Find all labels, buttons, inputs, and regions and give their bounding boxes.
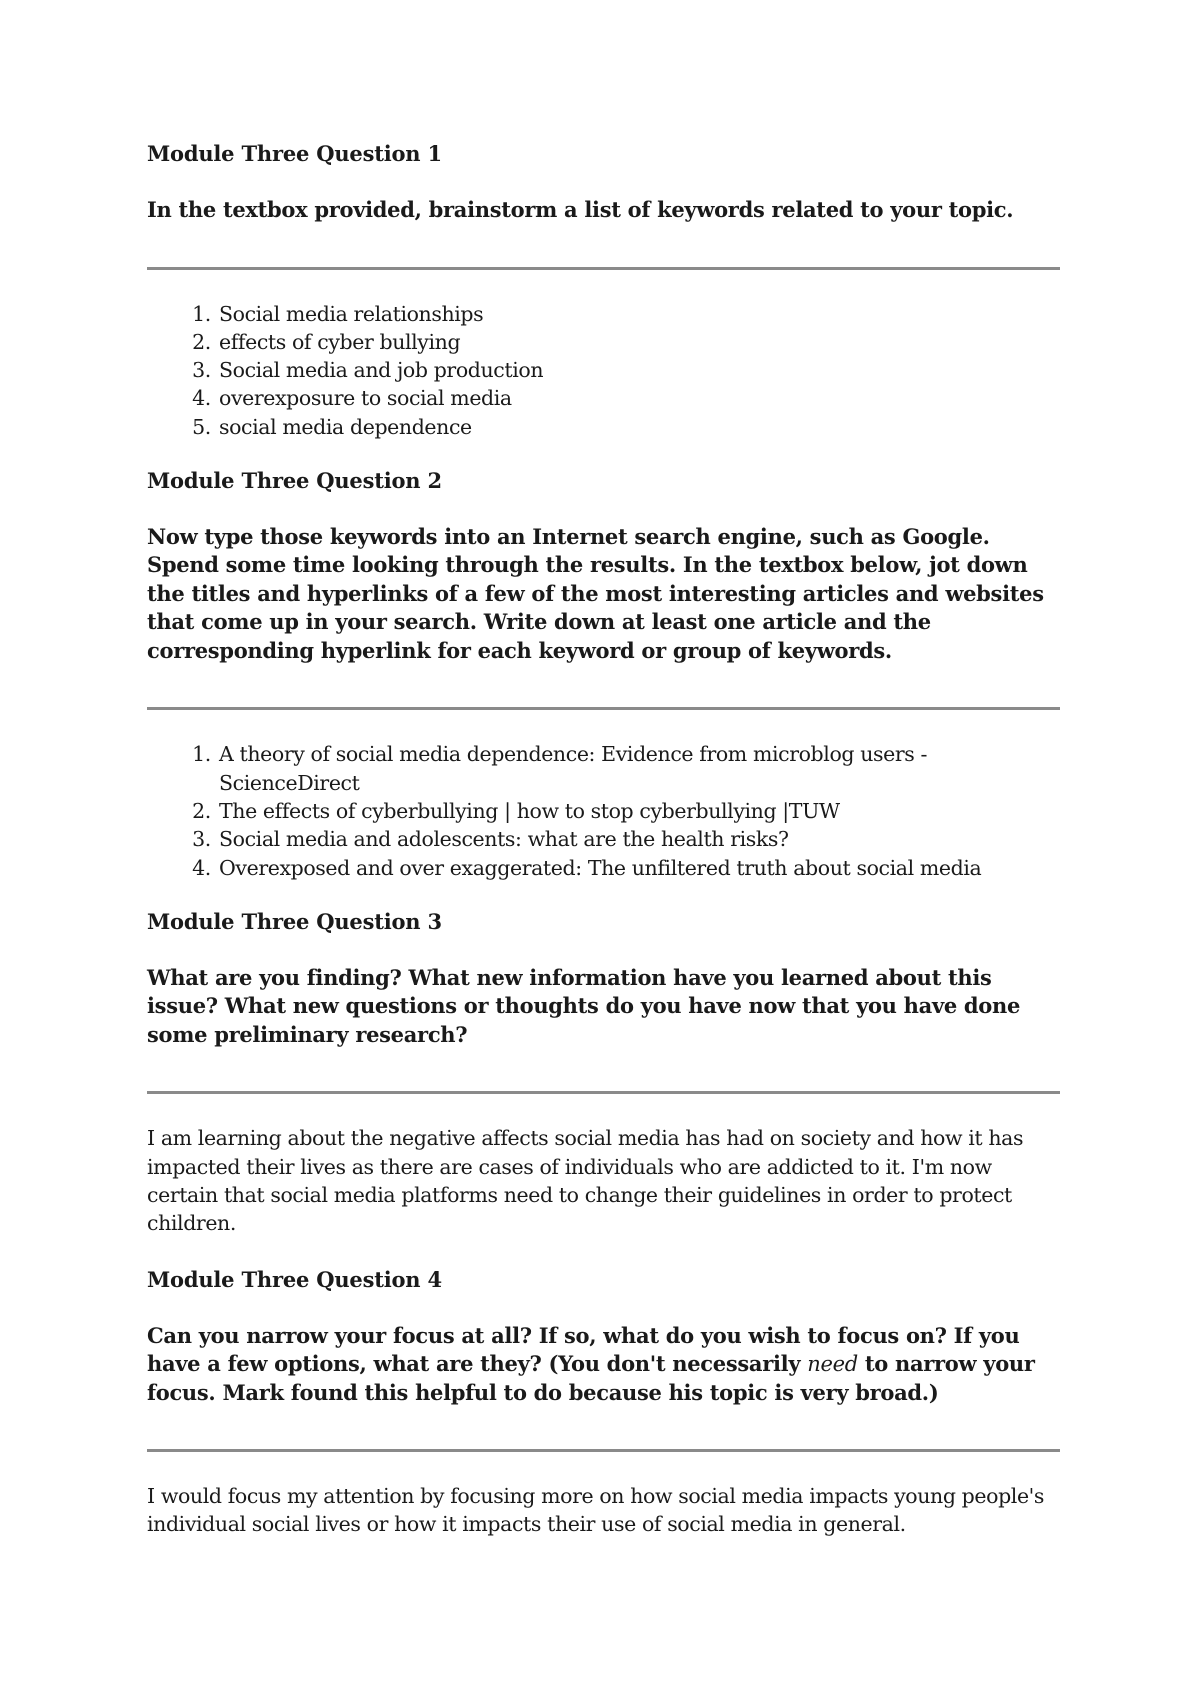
question-3-divider	[147, 1091, 1060, 1094]
question-1-prompt: In the textbox provided, brainstorm a list of keywords related to your topic.	[147, 197, 1014, 222]
list-item: 1. A theory of social media dependence: Evidence from microblog users - ScienceDirect	[217, 740, 1067, 797]
list-item: 4. Overexposed and over exaggerated: The unfiltered truth about social media	[217, 854, 1067, 882]
question-3-prompt: What are you finding? What new information have you learned about this issue? What new questions or thoughts do you have now that you have done some preliminary research?	[147, 964, 1021, 1047]
list-item: 3. Social media and adolescents: what are the health risks?	[217, 825, 1067, 853]
list-item: 1. Social media relationships	[217, 300, 1067, 328]
question-4-prompt-end: to narrow your focus. Mark found this helpful to do because his topic is very broad.)	[147, 1351, 1035, 1405]
question-2-prompt: Now type those keywords into an Internet search engine, such as Google. Spend some time looking through the results. In the textbox below, jot down the titles and hyperlinks of a few of the most interesting articles and websites that come up in your search. Write down at least one article and the corresponding hyperlink for each keyword or group of keywords.	[147, 523, 1044, 663]
list-item: 4. overexposure to social media	[217, 384, 1067, 412]
question-4-answer: I would focus my attention by focusing more on how social media impacts young people's individual social lives or how it impacts their use of social media in general.	[147, 1484, 1045, 1537]
list-item: 2. The effects of cyberbullying | how to stop cyberbullying |TUW	[217, 797, 1067, 825]
question-3-answer: I am learning about the negative affects social media has had on society and how it has impacted their lives as there are cases of individuals who are addicted to it. I'm now certain that social media platforms need to change their guidelines in order to protect children.	[147, 1126, 1024, 1236]
question-4-prompt-start: Can you narrow your focus at all? If so, what do you wish to focus on? If you have a few options, what are they? (You don't necessarily	[147, 1322, 1020, 1377]
list-item: 5. social media dependence	[217, 413, 1067, 441]
question-4-divider	[147, 1449, 1060, 1452]
question-2-heading: Module Three Question 2	[147, 467, 442, 493]
question-3-heading: Module Three Question 3	[147, 908, 442, 934]
question-2-divider	[147, 707, 1060, 710]
question-2-answer-list	[147, 740, 1067, 881]
question-4-prompt	[147, 1322, 1067, 1408]
question-1-heading: Module Three Question 1	[147, 141, 442, 166]
list-item: 3. Social media and job production	[217, 356, 1067, 384]
question-1-answer-list	[147, 300, 1067, 441]
document-page	[147, 140, 1067, 1539]
question-4-heading: Module Three Question 4	[147, 1266, 442, 1292]
list-item: 2. effects of cyber bullying	[217, 328, 1067, 356]
question-1-divider	[147, 267, 1060, 270]
question-4-prompt-emphasis: need	[807, 1352, 858, 1377]
